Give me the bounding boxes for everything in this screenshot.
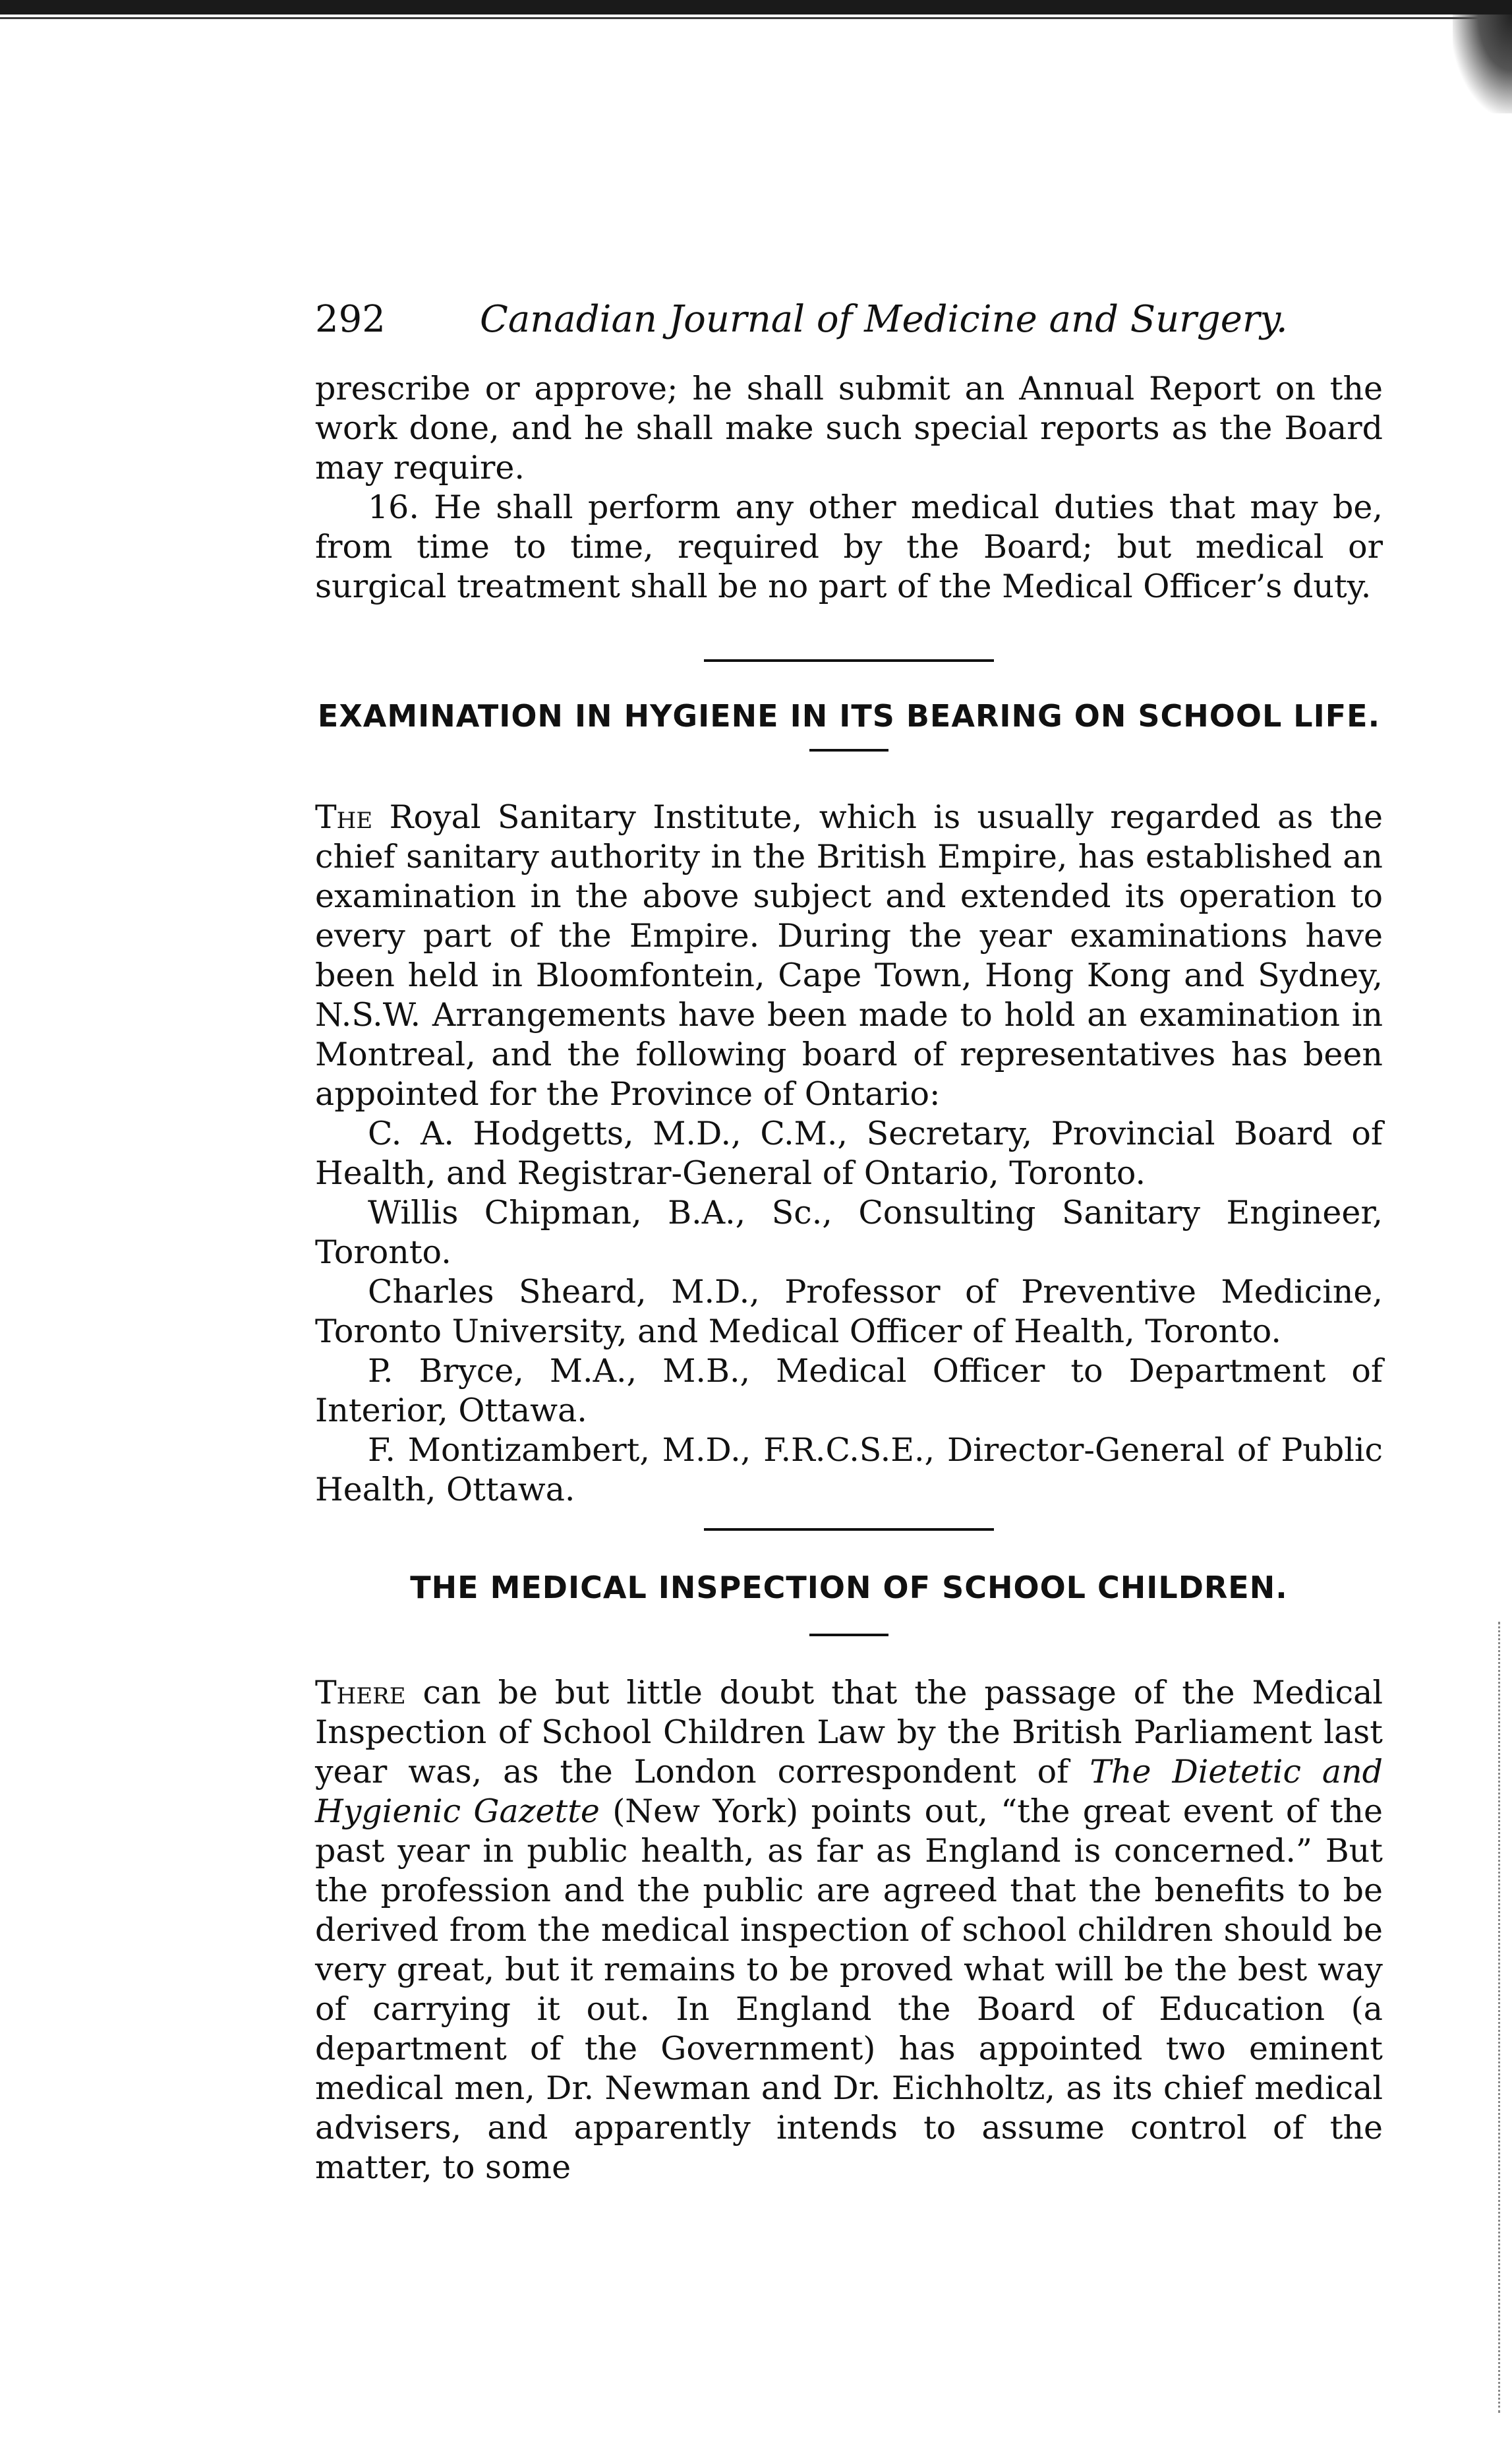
medical-inspection-paragraph bbox=[315, 1673, 1383, 2187]
board-member-5: F. Montizambert, M.D., F.R.C.S.E., Director-General of Public Health, Ottawa. bbox=[315, 1431, 1383, 1508]
page-body bbox=[315, 369, 1383, 2187]
intro-text: Royal Sanitary Institute, which is usually regarded as the chief sanitary authority in the British Empire, has established an examination in the above subject and extended its operation to every part of the Empire. During the year examinations have been held in Bloomfontein, Cape Town, Hong Kong and Sydney, N.S.W. Arrangements have been made to hold an examination in Montreal, and the following board of representatives has been appointed for the Province of Ontario: bbox=[315, 798, 1383, 1113]
page-top-border bbox=[0, 0, 1512, 15]
page-top-border-thin bbox=[0, 17, 1512, 19]
cited-publication: The Dietetic and Hygienic Gazette bbox=[315, 1753, 1383, 1830]
scan-corner-smudge bbox=[1453, 15, 1512, 113]
board-member-4: P. Bryce, M.A., M.B., Medical Officer to Department of Interior, Ottawa. bbox=[315, 1352, 1383, 1429]
hygiene-exam-intro bbox=[315, 798, 1383, 1114]
running-header bbox=[315, 290, 1383, 349]
scan-edge-marks bbox=[1494, 1622, 1500, 2413]
board-member-3: Charles Sheard, M.D., Professor of Preventive Medicine, Toronto University, and Medical Officer of Health, Toronto. bbox=[315, 1273, 1383, 1350]
continued-paragraph: prescribe or approve; he shall submit an Annual Report on the work done, and he shall make such special reports as the Board may require. bbox=[315, 370, 1383, 487]
journal-title: Canadian Journal of Medicine and Surgery. bbox=[480, 298, 1288, 341]
page-number: 292 bbox=[315, 298, 386, 341]
board-member-1: C. A. Hodgetts, M.D., C.M., Secretary, Provincial Board of Health, and Registrar-General of Ontario, Toronto. bbox=[315, 1115, 1383, 1192]
hygiene-exam-heading: EXAMINATION IN HYGIENE IN ITS BEARING ON SCHOOL LIFE. bbox=[317, 698, 1381, 734]
medical-inspection-heading: THE MEDICAL INSPECTION OF SCHOOL CHILDREN. bbox=[410, 1570, 1288, 1605]
dropcap-word: The bbox=[315, 798, 373, 836]
paragraph-text-2: (New York) points out, “the great event of the past year in public health, as far as England is concerned.” But the profession and the public are agreed that the benefits to be derived from the medical inspection of school children should be very great, but it remains to be proved what will be the best way of carrying it out. In England the Board of Education (a department of the Government) has appointed two eminent medical men, Dr. Newman and Dr. Eichholtz, as its chief medical advisers, and apparently intends to assume control of the matter, to some bbox=[315, 1792, 1383, 2186]
clause-16-paragraph: 16. He shall perform any other medical duties that may be, from time to time, required by the Board; but medical or surgical treatment shall be no part of the Medical Officer’s duty. bbox=[315, 489, 1383, 605]
dropcap-word: There bbox=[315, 1674, 406, 1711]
paragraph-text-1: can be but little doubt that the passage of the Medical Inspection of School Children Law by the British Parliament last year was, as the London correspondent of bbox=[315, 1674, 1383, 1791]
board-member-2: Willis Chipman, B.A., Sc., Consulting Sanitary Engineer, Toronto. bbox=[315, 1194, 1383, 1271]
